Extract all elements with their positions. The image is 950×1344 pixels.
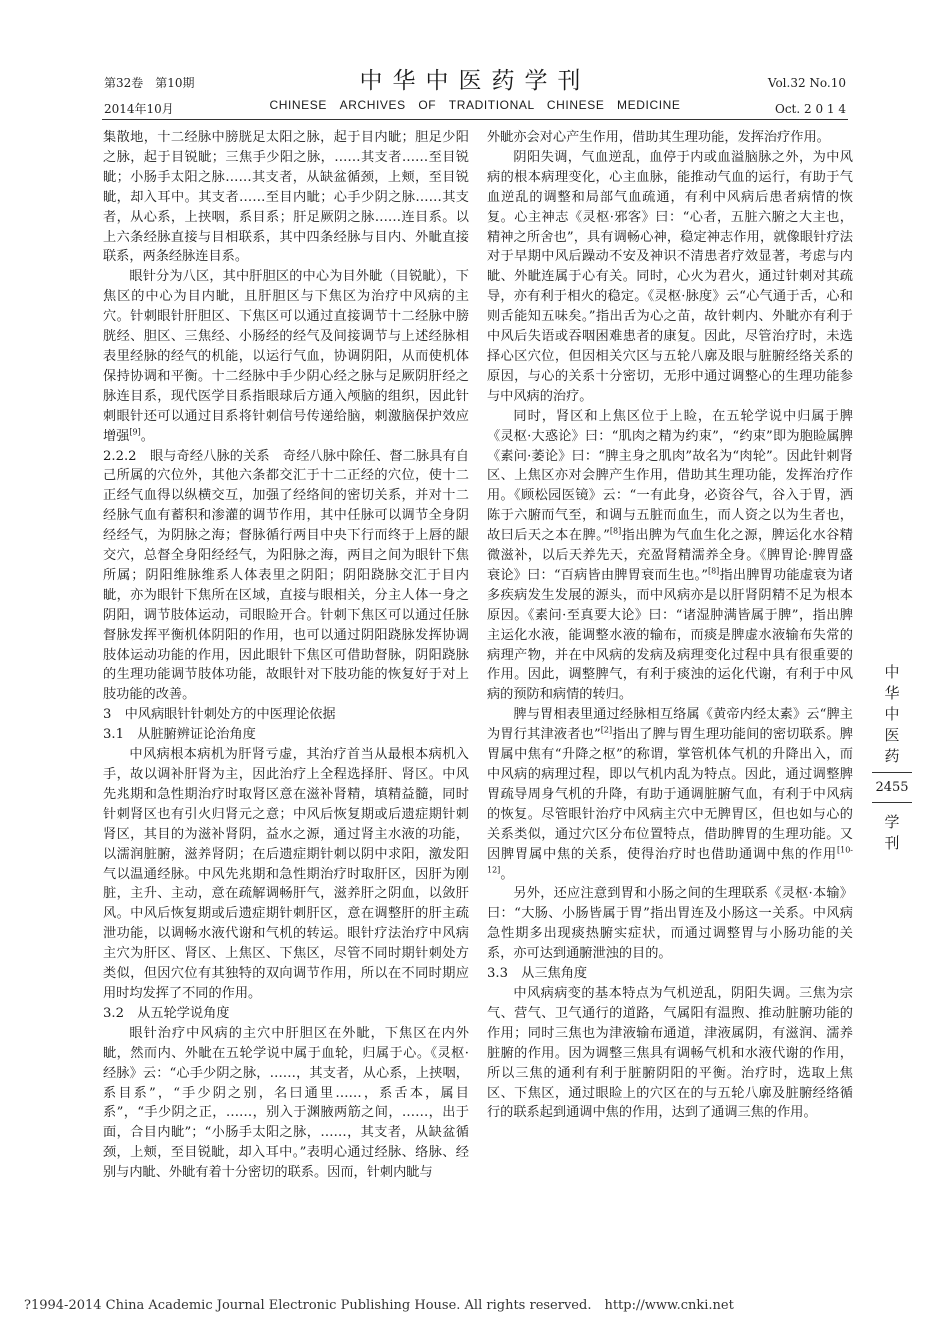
header-rule: [102, 119, 848, 120]
paragraph-text: 中风病根本病机为肝肾亏虚，其治疗首当从最根本病机入手，故以调补肝肾为主，因此治疗上全程选择肝、肾区。中风先兆期和急性期治疗时取肾区意在滋补肾精，填精益髓，同时针刺肾区也有引火归肾元之意；中风后恢复期或后遗症期针刺肾区，其目的为滋补肾阴，益水之源，通过肾主水液的功能，以濡润脏腑，滋养肾阴；在后遗症期针刺以阴中求阳，激发阳气以温通经脉。中风先兆期和急性期治疗时取肝区，因肝为刚脏，主升、主动，意在疏解调畅肝气，滋养肝之阴血，以敛肝风。中风后恢复期或后遗症期针刺肝区，意在调整肝的肝主疏泄功能，以调畅水液代谢和气机的转运。眼针疗法治疗中风病主穴为肝区、肾区、上焦区、下焦区，尽管不同时期针刺处方类似，但因穴位有其独特的双向调节作用，所以在不同时期应用时均发挥了不同的作用。: [103, 747, 469, 1001]
paragraph: [103, 1024, 469, 1183]
paragraph: [103, 267, 469, 446]
paragraph-text: 指出脾为气血生化之源，脾运化水谷精微滋补，以后天养先天，充盈肾精濡养全身。《脾胃论·脾胃盛衰论》曰：“百病皆由脾胃衰而生也。”: [487, 528, 853, 583]
paragraph-text: 眼针分为八区，其中肝胆区的中心为目外眦（目锐眦），下焦区的中心为目内眦，且肝胆区与下焦区为治疗中风病的主穴。针刺眼针肝胆区、下焦区可以通过直接调节十二经脉中膀胱经、胆区、三焦经、小肠经的经气及间接调节与上述经脉相表里经脉的经气的机能，以运行气血，协调阴阳，从而使机体保持协调和平衡。十二经脉中手少阴心经之脉与足厥阴肝经之脉连目系，现代医学目系指眼球后方通入颅脑的组织，因此针刺眼针还可以通过目系将针刺信号传递给脑，刺激脑保护效应增强: [103, 269, 469, 444]
paragraph: [487, 705, 853, 884]
paragraph-text: 3.2 从五轮学说角度: [103, 1005, 230, 1021]
paragraph: [103, 128, 469, 267]
paragraph-text: 。: [500, 866, 514, 882]
issue-date: 2014年10月: [104, 102, 174, 116]
paragraph-text: 眼针治疗中风病的主穴中肝胆区在外眦，下焦区在内外眦，然而内、外眦在五轮学说中属于血轮，归属于心。《灵枢·经脉》云：“心手少阴之脉，……，其支者，从心系，上挟咽，系目系”，“手少阴之别，名曰通里……，系舌本，属目系”，“手少阴之正，……，别入于渊腋两筋之间，……，出于面，合目内眦”；“小肠手太阳之脉，……，其支者，从缺盆循颈，上颊，至目锐眦，却入耳中。”表明心通过经脉、络脉、经别与内眦、外眦有着十分密切的联系。因而，针刺内眦与: [103, 1025, 469, 1181]
section-heading: [103, 705, 469, 725]
header-left: [104, 70, 195, 122]
paragraph-text: 2.2.2 眼与奇经八脉的关系 奇经八脉中除任、督二脉具有自己所属的穴位外，其他六条都交汇于十二正经的穴位，使十二正经气血得以纵横交互，加强了经络间的密切关系，并对十二经脉气血有蓄积和渗灌的调节作用，其中任脉可以调节全身阴经经气，为阴脉之海；督脉循行两目中央下行而终于上唇的龈交穴，总督全身阳经经气，为阳脉之海，两目之间为眼针下焦所属；阴阳维脉维系人体表里之阴阳；阴阳跷脉交汇于目内眦，亦为眼针下焦所在区域，直接与眼相关，分主人体一身之阴阳，调节肢体运动，司眼睑开合。针刺下焦区可以通过任脉督脉发挥平衡机体阴阳的作用，也可以通过阴阳跷脉发挥协调肢体运动功能的作用，因此眼针下焦区可借助督脉，阴阳跷脉的生理功能调节肢体功能，故眼针对下肢功能的恢复好于对上肢功能的改善。: [103, 448, 469, 703]
header-right: [768, 70, 846, 122]
paragraph-text: 同时，肾区和上焦区位于上睑，在五轮学说中归属于脾《灵枢·大惑论》曰：“肌肉之精为约束”，“约束”即为胞睑属脾《素问·萎论》曰：“脾主身之肌肉”故名为“肉轮”。因此针刺肾区、上焦区亦对会脾产生作用，借助其生理功能，发挥治疗作用。《顾松园医镜》云：“一有此身，必资谷气，谷入于胃，洒陈于六腑而气至，和调与五脏而血生，而人资之以为生者也，故曰后天之本在脾。”: [487, 408, 853, 544]
paragraph: [487, 884, 853, 964]
page-number: 2455: [872, 772, 912, 803]
section-heading: [103, 1004, 469, 1024]
citation-ref: [8]: [707, 566, 720, 576]
citation-ref: [8]: [609, 526, 622, 536]
journal-subtitle: CHINESE ARCHIVES OF TRADITIONAL CHINESE MEDICINE: [269, 98, 681, 112]
side-journal-name-top: [872, 662, 912, 767]
paragraph-text: 集散地，十二经脉中膀胱足太阳之脉，起于目内眦；胆足少阳之脉，起于目锐眦；三焦手少阳之脉，……其支者……至目锐眦；小肠手太阳之脉……其支者，从缺盆循颈，上颊，至目锐眦，却入耳中。其支者……至目内眦；心手少阴之脉……其支者，从心系，上挟咽，系目系；肝足厥阴之脉……连目系。以上六条经脉直接与目相联系，其中四条经脉与目内、外眦直接联系，两条经脉连目系。: [103, 130, 469, 265]
side-char: 医: [884, 726, 900, 744]
paragraph-text: 3.1 从脏腑辨证论治角度: [103, 727, 256, 743]
section-heading: [487, 964, 853, 984]
citation-ref: [2]: [600, 725, 613, 735]
paragraph-text: 外眦亦会对心产生作用，借助其生理功能，发挥治疗作用。: [487, 130, 830, 145]
citation-ref: [9]: [129, 427, 141, 437]
copyright-footer: ?1994-2014 China Academic Journal Electronic Publishing House. All rights reserved. http://www.cnki.net: [24, 1298, 734, 1313]
paragraph-text: 3.3 从三焦角度: [487, 966, 588, 982]
side-char: 华: [884, 684, 900, 702]
paragraph: [487, 128, 853, 148]
paragraph: [103, 447, 469, 706]
paragraph-text: 脾与胃相表里通过经脉相互络属《黄帝内经太素》云“脾主为胃行其津液者也”: [487, 707, 853, 743]
section-heading: [103, 725, 469, 745]
paragraph-text: 指出脾胃功能虚衰为诸多疾病发生发展的源头，而中风病亦是以肝肾阴精不足为根本原因。《素问·至真要大论》曰：“诸湿肿满皆属于脾”，指出脾主运化水液，能调整水液的输布，而痰是脾虚水液输布失常的病理产物，并在中风病的发病及病理变化过程中具有很重要的作用。因此，调整脾气，有利于痰浊的运化代谢，有利于中风病的预防和病情的转归。: [487, 567, 853, 703]
side-char: 刊: [884, 834, 900, 852]
side-char: 中: [884, 663, 900, 681]
journal-masthead: [260, 66, 690, 114]
paragraph: [103, 745, 469, 1004]
paragraph-text: 3 中风病眼针针刺处方的中医理论依据: [103, 707, 336, 723]
paragraph: [487, 984, 853, 1123]
left-column: [103, 128, 469, 1183]
paragraph-text: 指出了脾与胃生理功能间的密切联系。脾胃属中焦有“升降之枢”的称谓，掌管机体气机的升降出入，而中风病的病理过程，即以气机内乱为特点。因此，通过调整脾胃疏导周身气机的升降，有助于通调脏腑气血，有利于中风病的恢复。尽管眼针治疗中风病主穴中无脾胃区，但也如与心的关系类似，通过穴区分布位置特点，借助脾胃的生理功能。又因脾胃属中焦的关系，使得治疗时也借助通调中焦的作用: [487, 727, 853, 862]
journal-title: 中华中医药学刊: [359, 68, 591, 94]
side-journal-name-bottom: [872, 812, 912, 854]
side-char: 中: [884, 705, 900, 723]
volume-issue: 第32卷 第10期: [104, 76, 195, 90]
side-char: 药: [884, 747, 900, 765]
paragraph-text: 。: [140, 428, 154, 444]
paragraph: [487, 148, 853, 407]
paragraph-text: 另外，还应注意到胃和小肠之间的生理联系《灵枢·本输》曰：“大肠、小肠皆属于胃”指出胃连及小肠这一关系。中风病急性期多出现痰热腑实症状，而通过调整胃与小肠功能的关系，亦可达到通腑泄浊的目的。: [487, 886, 853, 962]
right-column: [487, 128, 853, 1123]
citation-ref: [10-12]: [487, 845, 853, 875]
paragraph-text: 阴阳失调，气血逆乱，血停于内或血溢脑脉之外，为中风病的根本病理变化，心主血脉，能推动气血的运行，有助于气血逆乱的调整和局部气血疏通，有利中风病后患者病情的恢复。心主神志《灵枢·邪客》曰：“心者，五脏六腑之大主也，精神之所舍也”，具有调畅心神，稳定神志作用，就像眼针疗法对于早期中风后躁动不安及神识不清患者疗效显著，考虑与内眦、外眦连属于心有关。同时，心火为君火，通过针刺对其疏导，亦有利于相火的稳定。《灵枢·脉度》云“心气通于舌，心和则舌能知五味矣。”指出舌为心之苗，故针刺内、外眦亦有利于中风后失语或吞咽困难患者的康复。因此，尽管治疗时，未选择心区穴位，但因相关穴区与五轮八廓及眼与脏腑经络关系的原因，与心的关系十分密切，无形中通过调整心的生理功能参与中风病的治疗。: [487, 149, 853, 404]
side-char: 学: [884, 813, 900, 831]
paragraph-text: 中风病病变的基本特点为气机逆乱，阴阳失调。三焦为宗气、营气、卫气通行的道路，气属阳有温煦、推动脏腑功能的作用；同时三焦也为津液输布通道，津液属阴，有滋润、濡养脏腑的作用。因为调整三焦具有调畅气机和水液代谢的作用，所以三焦的通利有利于脏腑阴阳的平衡。治疗时，选取上焦区、下焦区，通过眼睑上的穴区在的与五轮八廓及脏腑经络循行的联系起到通调中焦的作用，达到了通调三焦的作用。: [487, 985, 853, 1121]
issue-date-en: Oct. 2 0 1 4: [775, 102, 846, 116]
paragraph: [487, 407, 853, 706]
volume-issue-en: Vol.32 No.10: [767, 76, 846, 90]
